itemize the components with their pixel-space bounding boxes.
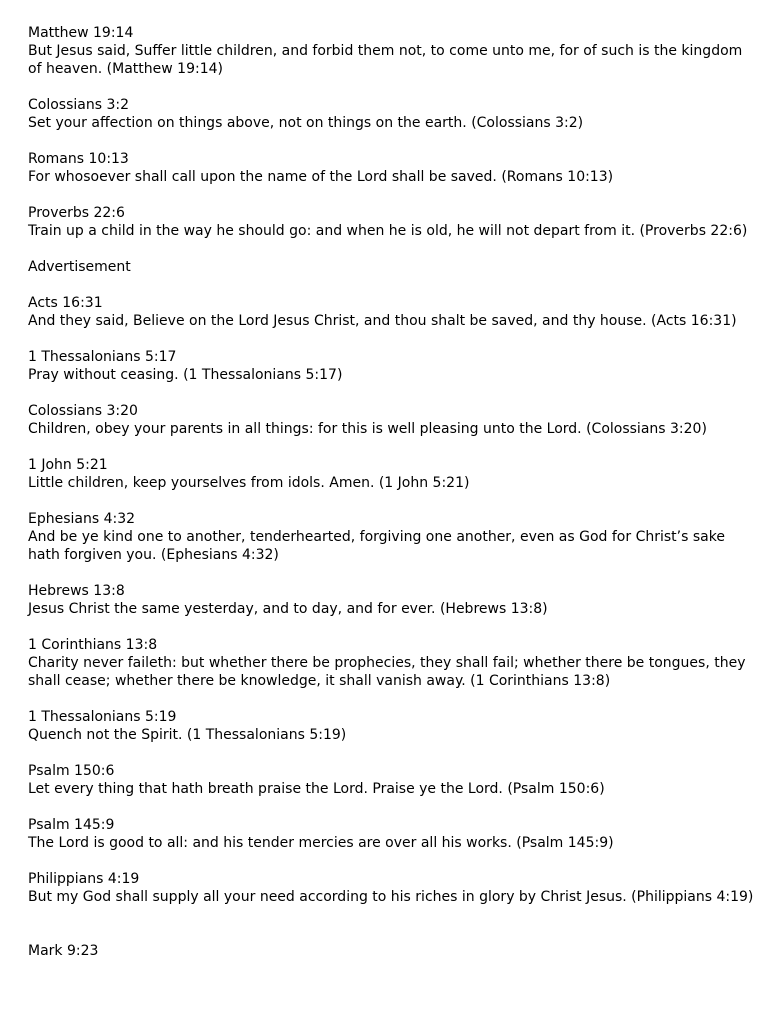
verse-reference: Colossians 3:2 — [28, 97, 130, 113]
advertisement-label: Advertisement — [28, 259, 131, 275]
verse-text: Children, obey your parents in all things: for this is well pleasing unto the Lord. (Colossians 3:20) — [28, 421, 707, 437]
verse-item — [28, 870, 758, 906]
verse-text: The Lord is good to all: and his tender mercies are over all his works. (Psalm 145:9) — [28, 835, 614, 851]
verse-text: Jesus Christ the same yesterday, and to day, and for ever. (Hebrews 13:8) — [28, 601, 548, 617]
verse-reference: Psalm 150:6 — [28, 763, 115, 779]
verse-text: But Jesus said, Suffer little children, and forbid them not, to come unto me, for of such is the kingdom of heaven. (Matthew 19:14) — [28, 43, 743, 77]
verse-reference: 1 Thessalonians 5:17 — [28, 349, 177, 365]
verse-text: Charity never faileth: but whether there be prophecies, they shall fail; whether there be tongues, they shall cease; whether there be knowledge, it shall vanish away. (1 Corinthians 13:8) — [28, 655, 746, 689]
verse-item — [28, 96, 758, 132]
verse-item — [28, 636, 758, 690]
verse-text: Little children, keep yourselves from idols. Amen. (1 John 5:21) — [28, 475, 470, 491]
verse-reference: Ephesians 4:32 — [28, 511, 136, 527]
verse-reference: Philippians 4:19 — [28, 871, 140, 887]
verse-reference: 1 Corinthians 13:8 — [28, 637, 158, 653]
verse-text: And be ye kind one to another, tenderhearted, forgiving one another, even as God for Christ’s sake hath forgiven you. (Ephesians 4:32) — [28, 529, 725, 563]
verse-item — [28, 24, 758, 78]
verse-reference: Mark 9:23 — [28, 943, 99, 959]
verse-reference: Colossians 3:20 — [28, 403, 138, 419]
verse-text: Let every thing that hath breath praise the Lord. Praise ye the Lord. (Psalm 150:6) — [28, 781, 605, 797]
verse-text: But my God shall supply all your need according to his riches in glory by Christ Jesus. (Philippians 4:19) — [28, 889, 754, 905]
verse-item — [28, 402, 758, 438]
verse-text: Pray without ceasing. (1 Thessalonians 5:17) — [28, 367, 343, 383]
verse-reference: Psalm 145:9 — [28, 817, 115, 833]
verse-item — [28, 150, 758, 186]
verse-reference: Acts 16:31 — [28, 295, 103, 311]
verse-reference: Matthew 19:14 — [28, 25, 134, 41]
verse-item — [28, 294, 758, 330]
verse-reference: Proverbs 22:6 — [28, 205, 125, 221]
verse-reference: 1 Thessalonians 5:19 — [28, 709, 177, 725]
verse-item — [28, 942, 758, 960]
verse-item — [28, 456, 758, 492]
verse-item — [28, 582, 758, 618]
verse-text: And they said, Believe on the Lord Jesus Christ, and thou shalt be saved, and thy house. (Acts 16:31) — [28, 313, 737, 329]
verse-item — [28, 708, 758, 744]
verse-item — [28, 762, 758, 798]
verse-list — [28, 24, 758, 978]
verse-reference: Romans 10:13 — [28, 151, 129, 167]
verse-item — [28, 816, 758, 852]
verse-item — [28, 348, 758, 384]
verse-item — [28, 204, 758, 240]
verse-text: Quench not the Spirit. (1 Thessalonians 5:19) — [28, 727, 347, 743]
verse-text: Set your affection on things above, not on things on the earth. (Colossians 3:2) — [28, 115, 584, 131]
verse-item — [28, 510, 758, 564]
verse-reference: Hebrews 13:8 — [28, 583, 125, 599]
verse-text: Train up a child in the way he should go: and when he is old, he will not depart from it. (Proverbs 22:6) — [28, 223, 748, 239]
verse-reference: 1 John 5:21 — [28, 457, 108, 473]
verse-text: For whosoever shall call upon the name of the Lord shall be saved. (Romans 10:13) — [28, 169, 614, 185]
